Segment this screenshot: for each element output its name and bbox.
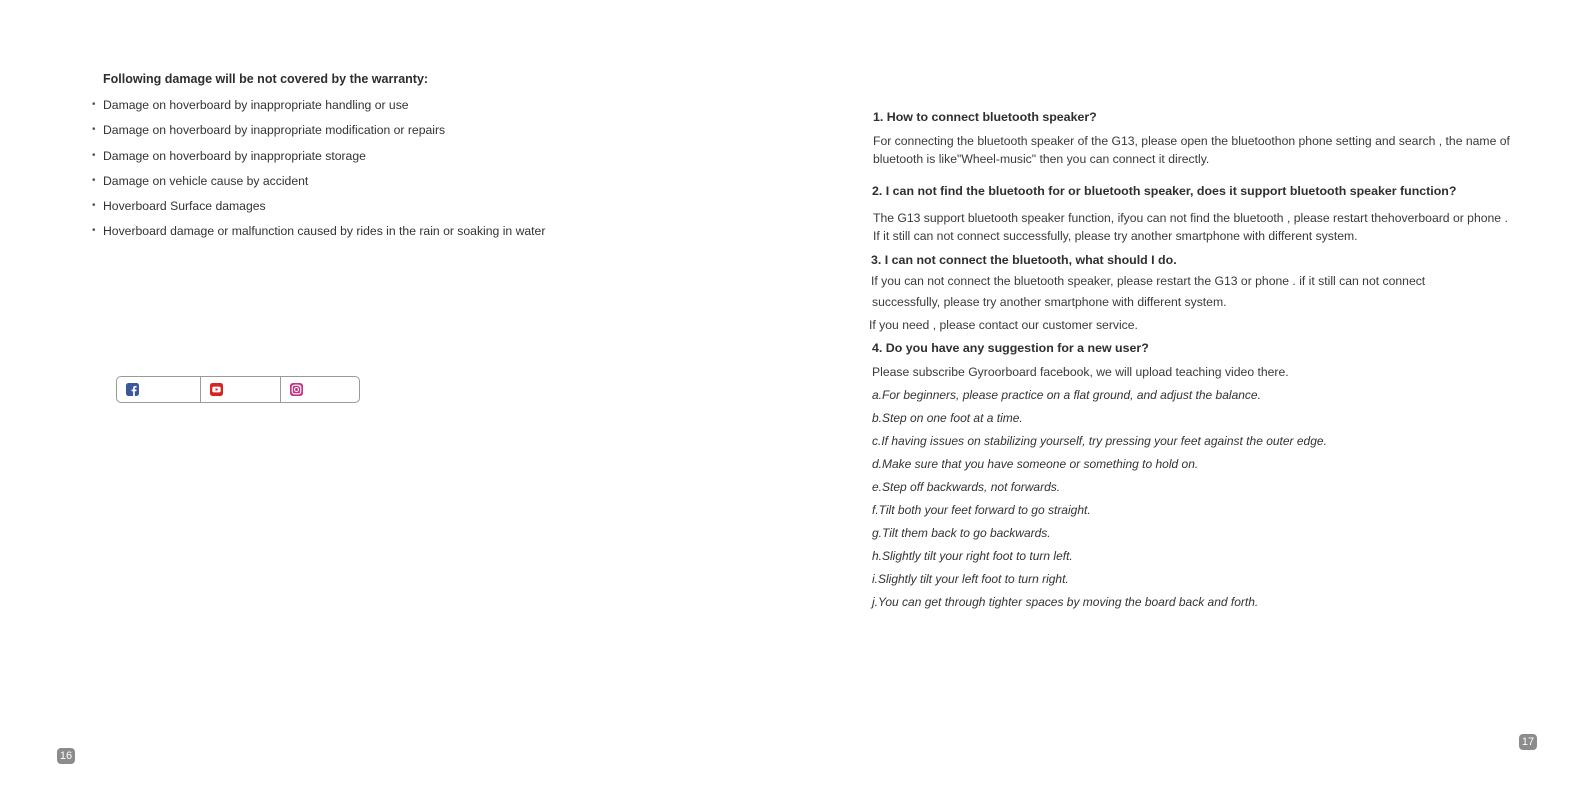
faq-question-2: 2. I can not find the bluetooth for or bluetooth speaker, does it support bluetooth speaker function? [872,184,1457,198]
tip-item: g.Tilt them back to go backwards. [872,526,1051,540]
list-item: • Damage on hoverboard by inappropriate handling or use [92,98,409,112]
tip-item: b.Step on one foot at a time. [872,411,1023,425]
tip-item: j.You can get through tighter spaces by moving the board back and forth. [872,595,1259,609]
facebook-link[interactable] [117,377,200,402]
warranty-title: Following damage will be not covered by the warranty: [103,72,429,86]
list-item: • Damage on vehicle cause by accident [92,173,309,188]
list-item: • Damage on hoverboard by inappropriate storage [92,148,366,163]
bullet-icon: • [92,200,96,212]
faq-answer-1-line-1: For connecting the bluetooth speaker of the G13, please open the bluetoothon phone setting and search , the name of [873,134,1510,148]
faq-answer-4: Please subscribe Gyroorboard facebook, we will upload teaching video there. [872,365,1289,379]
instagram-link[interactable] [280,377,360,402]
tip-item: f.Tilt both your feet forward to go straight. [872,503,1091,517]
list-item: • Hoverboard damage or malfunction caused by rides in the rain or soaking in water [92,224,546,239]
faq-answer-3-line-2: successfully, please try another smartphone with different system. [872,295,1227,309]
tip-item: c.If having issues on stabilizing yourself, try pressing your feet against the outer edge. [872,434,1327,448]
faq-answer-2-line-1: The G13 support bluetooth speaker function, ifyou can not find the bluetooth , please restart thehoverboard or phone . [873,211,1508,225]
bullet-icon: • [92,99,96,110]
faq-answer-3-line-1: If you can not connect the bluetooth speaker, please restart the G13 or phone . if it still can not connect [871,274,1426,288]
list-item: • Hoverboard Surface damages [92,199,266,214]
faq-answer-2-line-2: If it still can not connect successfully, please try another smartphone with different system. [873,229,1358,243]
tip-item: h.Slightly tilt your right foot to turn left. [872,549,1073,563]
page-number: 16 [57,748,75,764]
tip-item: i.Slightly tilt your left foot to turn right. [872,572,1069,586]
faq-question-3: 3. I can not connect the bluetooth, what should I do. [871,253,1177,267]
tip-item: d.Make sure that you have someone or something to hold on. [872,457,1199,471]
faq-question-1: 1. How to connect bluetooth speaker? [873,110,1097,124]
youtube-icon [210,383,223,396]
contact-line: If you need , please contact our customer service. [869,318,1138,332]
damage-list [92,97,545,249]
bullet-icon: • [92,149,96,161]
youtube-link[interactable] [200,377,281,402]
bullet-icon: • [92,225,96,237]
right-page [793,0,1586,792]
list-item: • Damage on hoverboard by inappropriate modification or repairs [92,123,446,138]
page-number: 17 [1519,734,1537,750]
faq-question-4: 4. Do you have any suggestion for a new user? [872,341,1149,355]
tip-item: e.Step off backwards, not forwards. [872,480,1061,494]
bullet-icon: • [92,174,96,186]
facebook-icon [126,383,139,396]
instagram-icon [290,383,303,396]
tip-item: a.For beginners, please practice on a flat ground, and adjust the balance. [872,388,1261,402]
social-links-bar [116,376,360,403]
bullet-icon: • [92,124,96,136]
faq-answer-1-line-2: bluetooth is like"Wheel-music" then you can connect it directly. [873,152,1210,166]
